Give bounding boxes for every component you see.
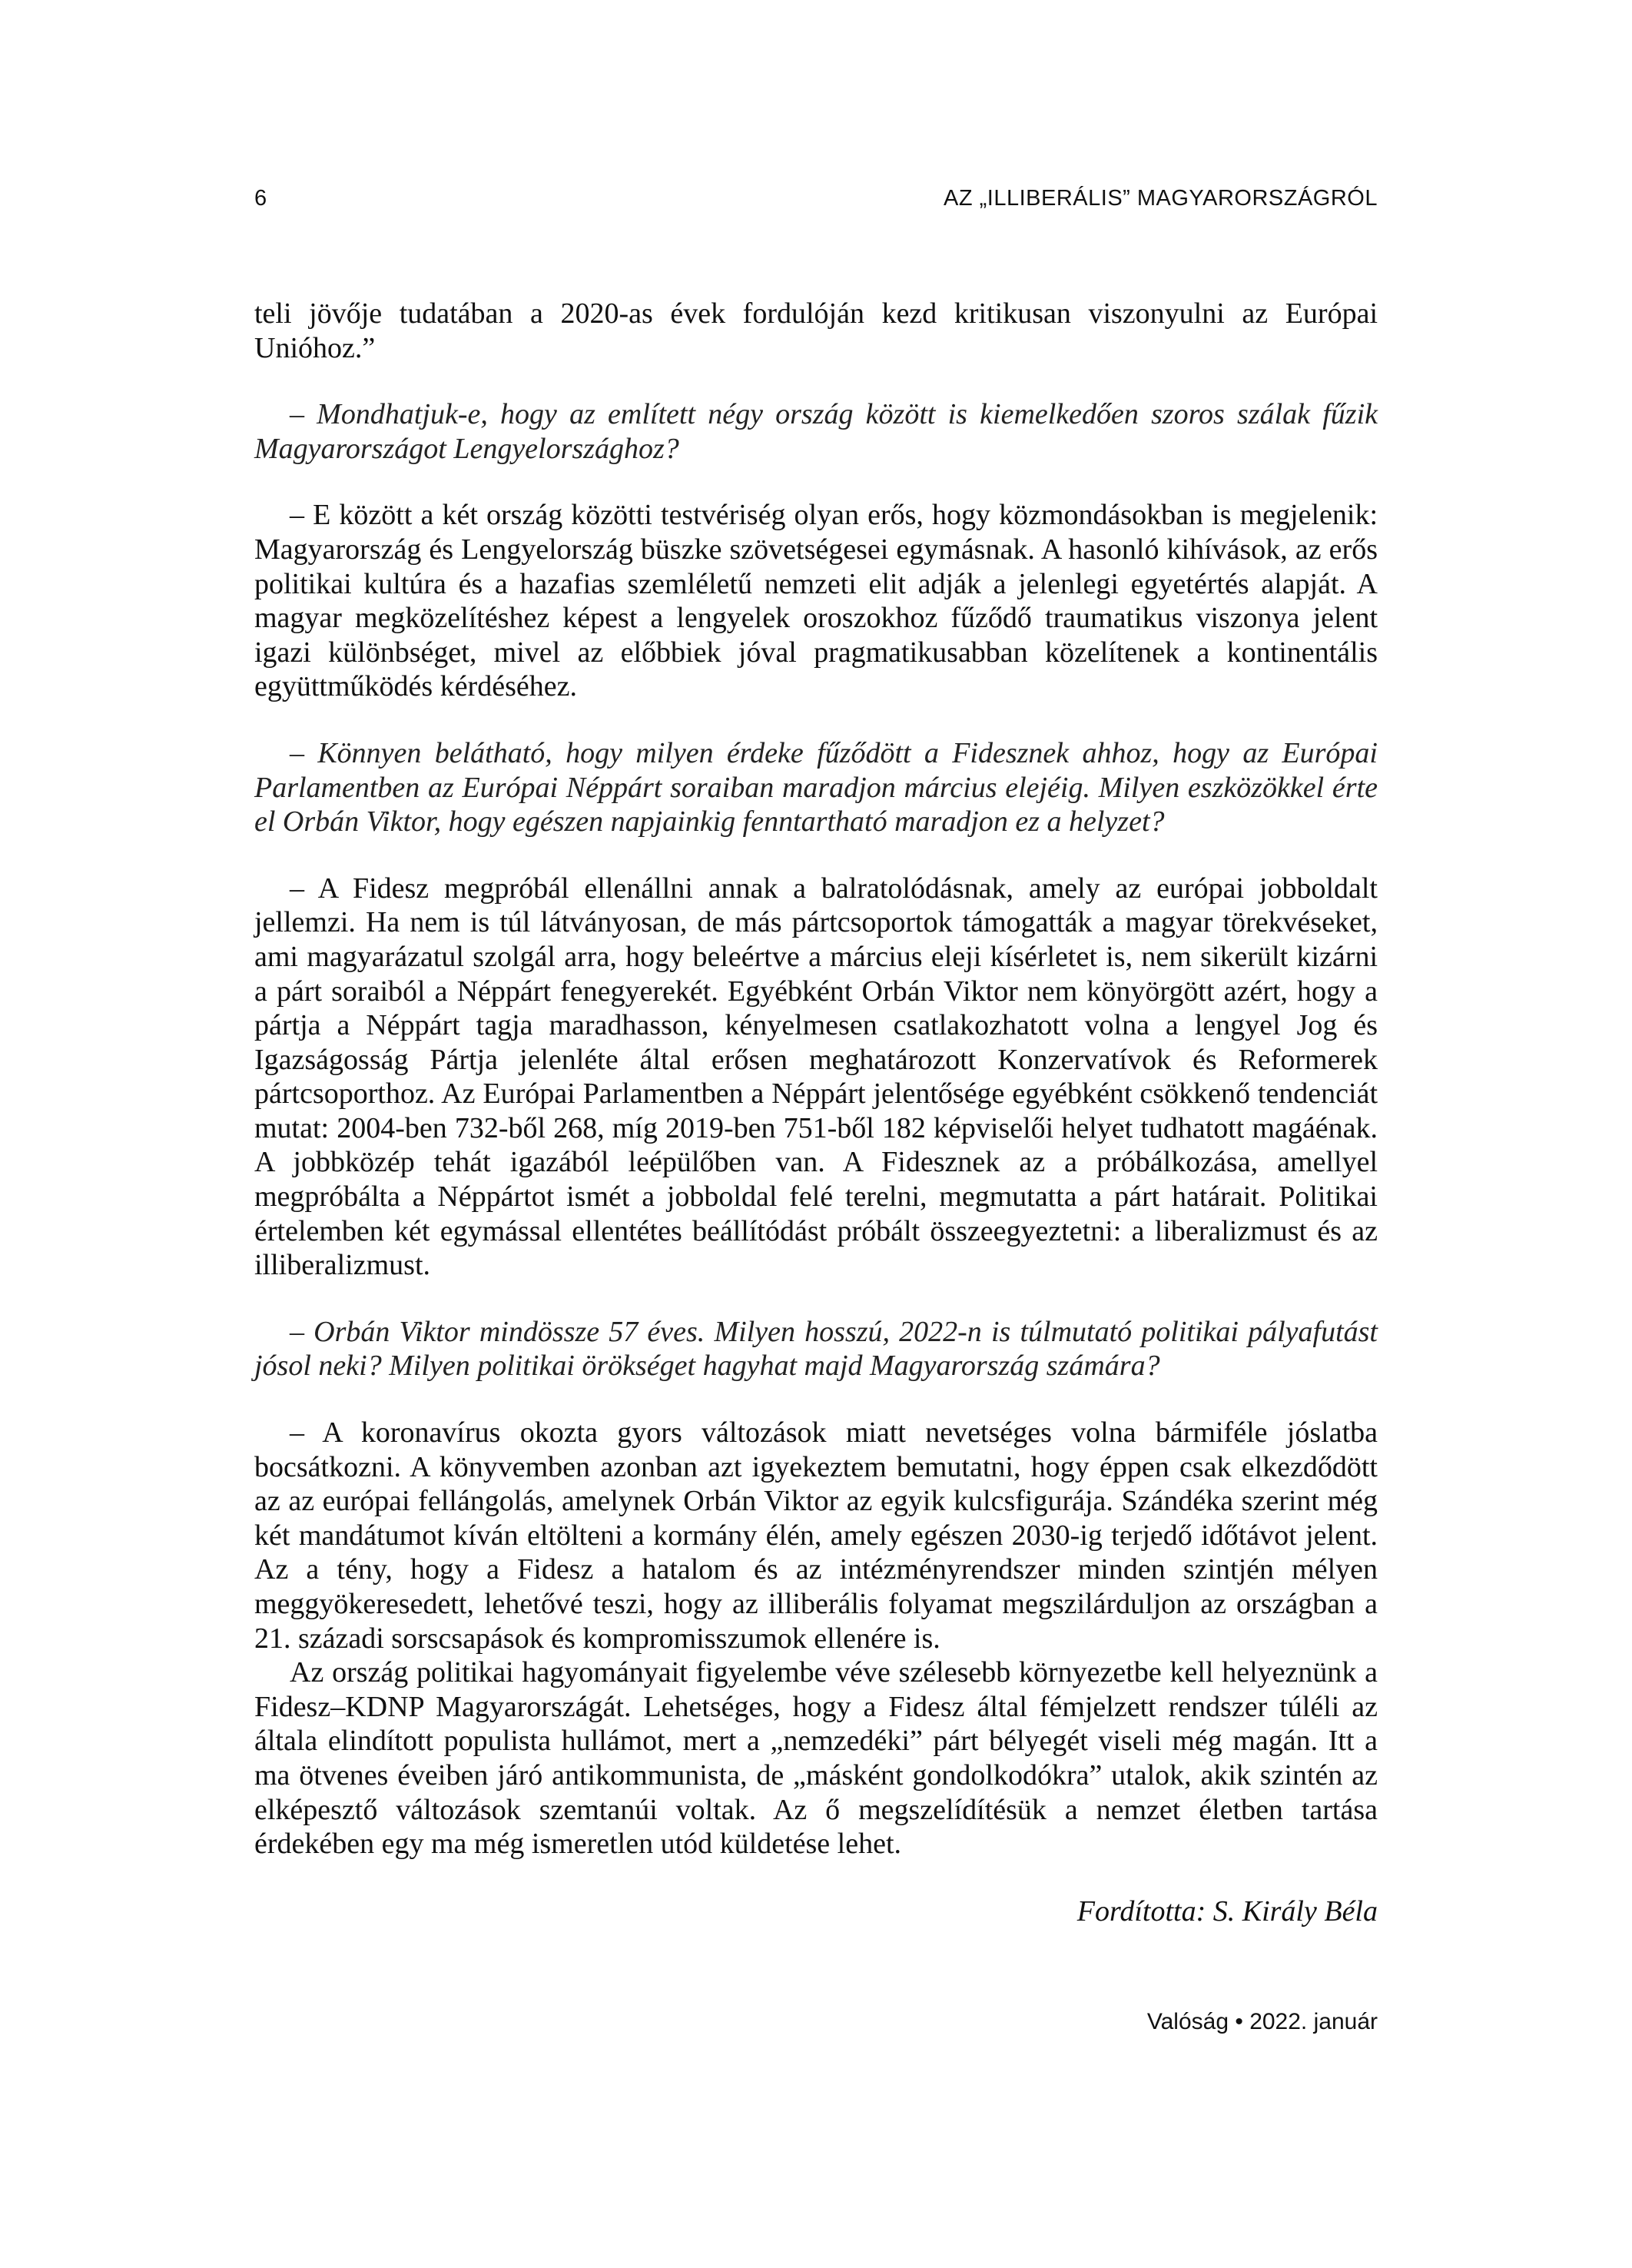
page-number: 6 — [254, 186, 267, 211]
journal-footer: Valóság • 2022. január — [1146, 2009, 1378, 2034]
interview-answer-3: – A koronavírus okozta gyors változások miatt nevetséges volna bármiféle jóslatba bocsátkozni. A könyvemben azonban azt igyekeztem bemutatni, hogy éppen csak elkezdődött az az európai fellángolás, amelynek Orbán Viktor az egyik kulcsfigurája. Szándéka szerint még két mandátumot kíván eltölteni a kormány élén, amely egészen 2030-ig terjedő időtávot jelent. Az a tény, hogy a Fidesz a hatalom és az intézményrendszer minden szintjén mélyen meggyökeresedett, lehetővé teszi, hogy az illiberális folyamat megszilárduljon az országban a 21. századi sorscsapások és kompromisszumok ellenére is. — [254, 1416, 1378, 1655]
interview-answer-3-continued: Az ország politikai hagyományait figyelembe véve szélesebb környezetbe kell helyeznünk a Fidesz–KDNP Magyarországát. Lehetséges, hogy a Fidesz által fémjelzett rendszer túléli az általa elindított populista hullámot, mert a „nemzedéki” párt bélyegét viseli még magán. Itt a ma ötvenes éveiben járó antikommunista, de „másként gondolkodókra” utalok, akik szintén az elképesztő változások szemtanúi voltak. Az ő megszelídítésük a nemzet életben tartása érdekében egy ma még ismeretlen utód küldetése lehet. — [254, 1656, 1378, 1861]
paragraph-continuation: teli jövője tudatában a 2020-as évek fordulóján kezd kritikusan viszonyulni az Európai Unióhoz.” — [254, 297, 1378, 364]
interview-answer-2: – A Fidesz megpróbál ellenállni annak a balratolódásnak, amely az európai jobboldalt jellemzi. Ha nem is túl látványosan, de más pártcsoportok támogatták a magyar törekvéseket, ami magyarázatul szolgál arra, hogy beleértve a március eleji kísérletet is, nem sikerült kizárni a párt soraiból a Néppárt fenegyerekét. Egyébként Orbán Viktor nem könyörgött azért, hogy a pártja a Néppárt tagja maradhasson, kényelmesen csatlakozhatott volna a lengyel Jog és Igazságosság Pártja jelenléte által erősen meghatározott Konzervatívok és Reformerek pártcsoporthoz. Az Európai Parlamentben a Néppárt jelentősége egyébként csökkenő tendenciát mutat: 2004-ben 732-ből 268, míg 2019-ben 751-ből 182 képviselői helyet tudhatott magáénak. A jobbközép tehát igazából leépülőben van. A Fidesznek az a próbálkozása, amellyel megpróbálta a Néppártot ismét a jobboldal felé terelni, megmutatta a párt határait. Politikai értelemben két egymással ellentétes beállítódást próbált összeegyeztetni: a liberalizmust és az illiberalizmust. — [254, 872, 1378, 1282]
interview-question-3: – Orbán Viktor mindössze 57 éves. Milyen hosszú, 2022-n is túlmutató politikai pályafutást jósol neki? Milyen politikai örökséget hagyhat majd Magyarország számára? — [254, 1315, 1378, 1383]
interview-answer-1: – E között a két ország közötti testvériség olyan erős, hogy közmondásokban is megjelenik: Magyarország és Lengyelország büszke szövetségesei egymásnak. A hasonló kihívások, az erős politikai kultúra és a hazafias szemléletű nemzeti elit adják a jelenlegi egyetértés alapját. A magyar megközelítéshez képest a lengyelek oroszokhoz fűződő traumatikus viszonya jelent igazi különbséget, mivel az előbbiek jóval pragmatikusabban közelítenek a kontinentális együttműködés kérdéséhez. — [254, 499, 1378, 703]
running-header — [254, 186, 1378, 217]
article-body — [254, 297, 1378, 1861]
interview-question-1: – Mondhatjuk-e, hogy az említett négy ország között is kiemelkedően szoros szálak fűzik Magyarországot Lengyelországhoz? — [254, 398, 1378, 465]
interview-question-2: – Könnyen belátható, hogy milyen érdeke fűződött a Fidesznek ahhoz, hogy az Európai Parlamentben az Európai Néppárt soraiban maradjon március elejéig. Milyen eszközökkel érte el Orbán Viktor, hogy egészen napjainkig fenntartható maradjon ez a helyzet? — [254, 736, 1378, 838]
translator-credit: Fordította: S. Király Béla — [1076, 1895, 1378, 1928]
running-title: AZ „ILLIBERÁLIS” MAGYARORSZÁGRÓL — [944, 186, 1378, 211]
